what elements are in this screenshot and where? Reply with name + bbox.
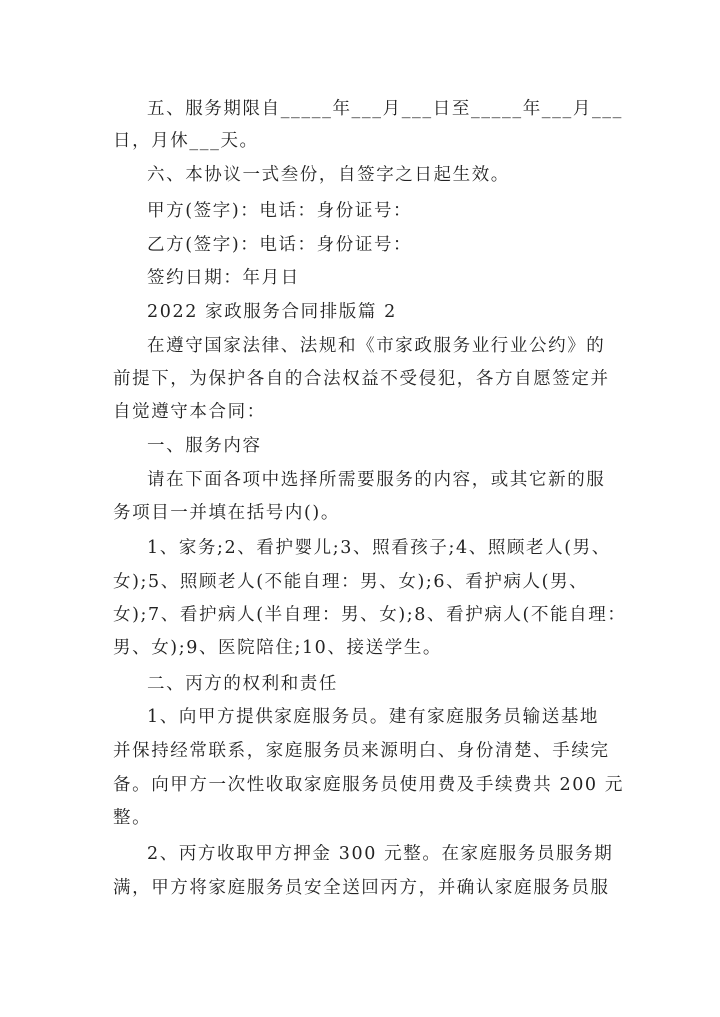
text-line: 前提下，为保护各自的合法权益不受侵犯，各方自愿签定并 — [113, 369, 610, 389]
text-line: 请在下面各项中选择所需要服务的内容，或其它新的服 — [147, 470, 606, 490]
text-line: 男、女);9、医院陪住;10、接送学生。 — [113, 638, 443, 658]
text-line: 签约日期：年月日 — [147, 268, 300, 288]
text-line: 甲方(签字)：电话：身份证号： — [147, 201, 413, 221]
text-line: 六、本协议一式叁份，自签字之日起生效。 — [147, 165, 510, 185]
text-line: 女);5、照顾老人(不能自理：男、女);6、看护病人(男、 — [113, 572, 589, 592]
text-line: 务项目一并填在括号内()。 — [113, 503, 340, 523]
text-line: 1、家务;2、看护婴儿;3、照看孩子;4、照顾老人(男、 — [147, 538, 611, 558]
section-heading: 一、服务内容 — [147, 436, 262, 456]
text-line: 2、丙方收取甲方押金 300 元整。在家庭服务员服务期 — [147, 844, 614, 864]
text-line: 自觉遵守本合同： — [113, 402, 266, 422]
text-line: 日，月休___天。 — [113, 131, 259, 151]
section-heading: 二、丙方的权利和责任 — [147, 674, 338, 694]
text-line: 1、向甲方提供家庭服务员。建有家庭服务员输送基地 — [147, 707, 600, 727]
text-line: 备。向甲方一次性收取家庭服务员使用费及手续费共 200 元 — [113, 775, 624, 795]
text-line: 五、服务期限自_____年___月___日至_____年___月___ — [147, 99, 623, 119]
section-title: 2022 家政服务合同排版篇 2 — [147, 302, 397, 322]
text-line: 女);7、看护病人(半自理：男、女);8、看护病人(不能自理： — [113, 605, 627, 625]
text-line: 乙方(签字)：电话：身份证号： — [147, 235, 413, 255]
text-line: 整。 — [113, 808, 152, 828]
text-line: 并保持经常联系，家庭服务员来源明白、身份清楚、手续完 — [113, 741, 610, 761]
text-line: 在遵守国家法律、法规和《市家政服务业行业公约》的 — [147, 336, 606, 356]
text-line: 满，甲方将家庭服务员安全送回丙方，并确认家庭服务员服 — [113, 878, 610, 898]
